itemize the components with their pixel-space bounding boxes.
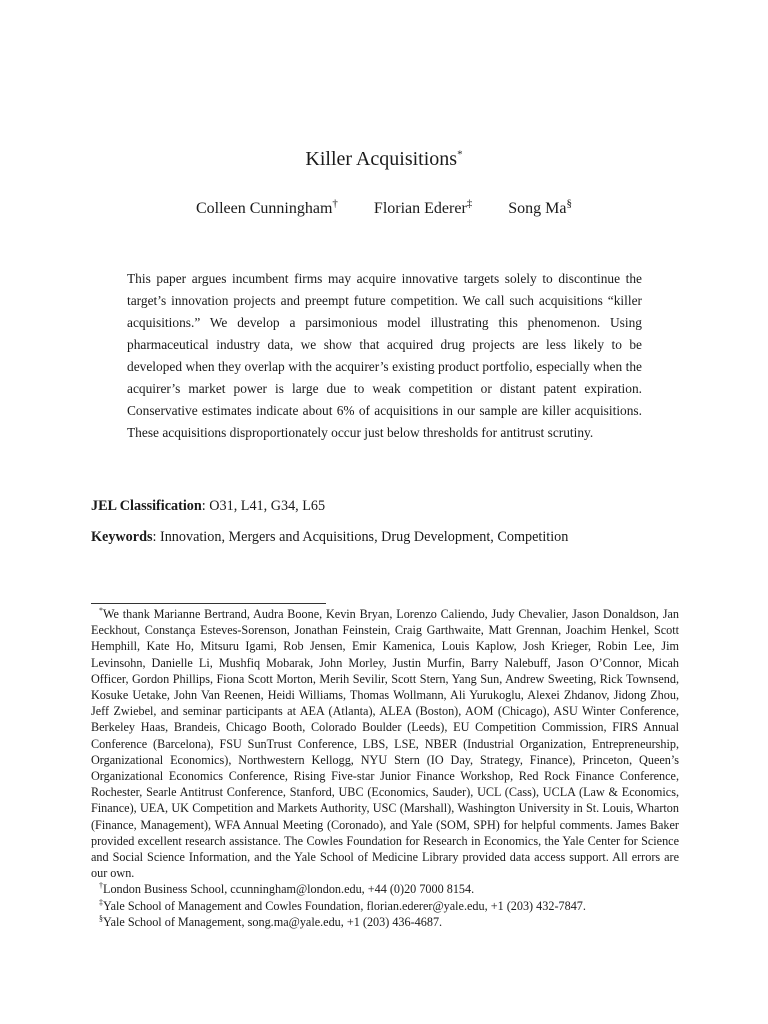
jel-label: JEL Classification [91,498,202,514]
author-name: Florian Ederer [373,200,467,217]
jel-classification [91,498,691,515]
footnote-cunningham [91,881,679,897]
author-name: Song Ma [508,200,567,217]
author-list [0,197,768,218]
footnote-ederer [91,898,679,914]
footnote-mark: ‡ [99,897,103,907]
author-name: Colleen Cunningham [195,200,333,217]
footnote-mark: § [99,913,103,923]
keywords-value: : Innovation, Mergers and Acquisitions, Drug Development, Competition [152,529,569,545]
footnote-divider [91,603,326,604]
title-footnote-mark: * [457,148,463,161]
acknowledgments-footnote [91,606,679,881]
author-ederer [373,197,473,218]
keywords-label: Keywords [91,529,153,545]
paper-title-text: Killer Acquisitions [305,148,458,170]
footnote-mark: † [99,881,103,891]
footnote-text: London Business School, ccunningham@london.edu, +44 (0)20 7000 8154. [103,882,475,897]
paper-title [0,148,768,171]
footnotes [91,606,679,930]
keywords [91,529,691,546]
author-footnote-mark: § [566,197,573,210]
jel-value: : O31, L41, G34, L65 [201,498,326,514]
footnote-mark: * [99,605,103,615]
footnote-text: Yale School of Management, song.ma@yale.edu, +1 (203) 436-4687. [103,914,443,929]
author-cunningham [195,197,338,218]
footnote-text: Yale School of Management and Cowles Foundation, florian.ederer@yale.edu, +1 (203) 432-7847. [103,898,586,913]
abstract: This paper argues incumbent firms may acquire innovative targets solely to discontinue the target’s innovation projects and preempt future competition. We call such acquisitions “killer acquisitions.” We develop a parsimonious model illustrating this phenomenon. Using pharmaceutical industry data, we show that acquired drug projects are less likely to be developed when they overlap with the acquirer’s existing product portfolio, especially when the acquirer’s market power is large due to weak competition or distant patent expiration. Conservative estimates indicate about 6% of acquisitions in our sample are killer acquisitions. These acquisitions disproportionately occur just below thresholds for antitrust scrutiny. [127,271,642,440]
author-footnote-mark: ‡ [466,197,473,210]
author-footnote-mark: † [332,197,338,210]
footnote-ma [91,914,679,930]
acknowledgments-text: We thank Marianne Bertrand, Audra Boone, Kevin Bryan, Lorenzo Caliendo, Judy Chevalier, Jason Donaldson, Jan Eeckhout, Constança Esteves-Sorenson, Jonathan Feinstein, Craig Garthwaite, Matt Grennan, Joachim Henkel, Scott Hemphill, Kate Ho, Mitsuru Igami, Rob Jensen, Emir Kamenica, Louis Kaplow, Josh Krieger, Robin Lee, Jim Levinsohn, Danielle Li, Mushfiq Mobarak, John Morley, Justin Murfin, Barry Nalebuff, Jason O’Connor, Micah Officer, Gordon Phillips, Fiona Scott Morton, Merih Sevilir, Scott Stern, Yang Sun, Andrew Sweeting, Rick Townsend, Kosuke Uetake, John Van Reenen, Heidi Williams, Thomas Wollmann, Ali Yurukoglu, Alexei Zhdanov, Jidong Zhou, Jeff Zwiebel, and seminar participants at AEA (Atlanta), ALEA (Boston), AOM (Chicago), ASU Winter Conference, Berkeley Haas, Brandeis, Chicago Booth, Colorado Boulder (Leeds), EU Competition Commission, FIRS Annual Conference (Barcelona), FSU SunTrust Conference, LBS, LSE, NBER (Industrial Organization, Entrepreneurship, Organizational Economics), Northwestern Kellogg, NYU Stern (IO Day, Strategy, Finance), Princeton, Queen’s Organizational Economics Conference, Rising Five-star Junior Finance Workshop, Red Rock Finance Conference, Rochester, Searle Antitrust Conference, Stanford, UBC (Economics, Sauder), UCL (Cass), UCLA (Law & Economics, Finance), UEA, UK Competition and Markets Authority, USC (Marshall), Washington University in St. Louis, Wharton (Finance, Management), WFA Annual Meeting (Coronado), and Yale (SOM, SPH) for helpful comments. James Baker provided excellent research assistance. The Cowles Foundation for Research in Economics, the Yale Center for Science and Social Science Information, and the Yale School of Medicine Library provided data access support. All errors are our own. [91,607,679,881]
author-ma [508,197,573,218]
